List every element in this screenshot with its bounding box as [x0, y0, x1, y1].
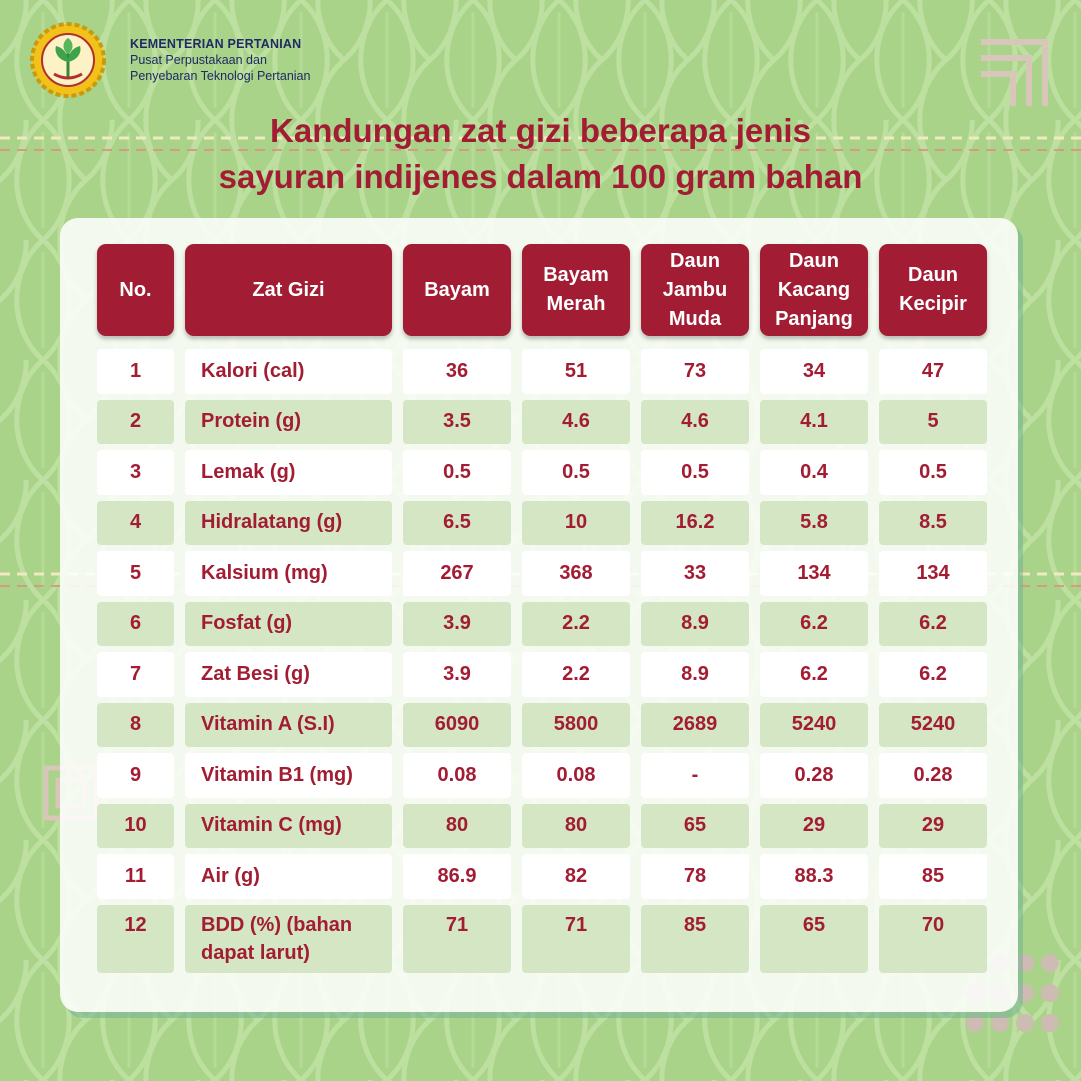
column-header: [522, 244, 630, 336]
nutrition-table: [97, 244, 987, 979]
nutrient-value: 0.5: [641, 450, 749, 495]
nutrient-value: 368: [522, 551, 630, 596]
nutrient-value: 2689: [641, 703, 749, 748]
column-header: [760, 244, 868, 336]
nutrient-value: 3.9: [403, 602, 511, 647]
nutrient-value: 4.6: [641, 400, 749, 445]
nutrient-value: 88.3: [760, 854, 868, 899]
table-row: [97, 854, 987, 899]
column-header-text: Panjang: [775, 307, 853, 330]
table-header-row: [97, 244, 987, 336]
column-header-text: Bayam: [543, 264, 609, 286]
ministry-name: KEMENTERIAN PERTANIAN: [130, 37, 302, 51]
table-card: [60, 218, 1018, 1012]
nutrient-value: 5800: [522, 703, 630, 748]
nutrient-name: Lemak (g): [185, 450, 392, 495]
nutrient-name: Kalsium (mg): [185, 551, 392, 596]
column-header: [403, 244, 511, 336]
column-header-text: Merah: [546, 293, 606, 315]
nutrient-name: Air (g): [185, 854, 392, 899]
nutrient-value: 6090: [403, 703, 511, 748]
nutrient-name: Vitamin B1 (mg): [185, 753, 392, 798]
row-number: 6: [97, 602, 174, 647]
title-line2: sayuran indijenes dalam 100 gram bahan: [218, 158, 863, 195]
organization-name: [130, 36, 310, 84]
column-header: [185, 244, 392, 336]
nutrient-value: 0.5: [879, 450, 987, 495]
nutrient-value: 8.5: [879, 501, 987, 546]
column-header-text: Zat Gizi: [252, 278, 325, 301]
row-number: 12: [97, 905, 174, 973]
column-header-text: Daun: [670, 249, 720, 272]
nutrient-value: 6.2: [879, 652, 987, 697]
row-number: 11: [97, 854, 174, 899]
nutrient-value: 3.9: [403, 652, 511, 697]
column-header-text: Jambu: [662, 278, 728, 301]
nutrient-value: 70: [879, 905, 987, 973]
nutrient-value: 5240: [879, 703, 987, 748]
table-row: [97, 551, 987, 596]
nutrient-value: 3.5: [403, 400, 511, 445]
table-body: [97, 349, 987, 973]
row-number: 2: [97, 400, 174, 445]
table-row: [97, 400, 987, 445]
nutrient-value: 0.28: [760, 753, 868, 798]
center-name-line1: Pusat Perpustakaan dan: [130, 53, 267, 67]
nutrient-value: 34: [760, 349, 868, 394]
column-header-text: Daun: [908, 264, 958, 286]
nutrient-name: Protein (g): [185, 400, 392, 445]
row-number: 8: [97, 703, 174, 748]
nutrient-value: 0.4: [760, 450, 868, 495]
nutrient-value: 6.2: [760, 652, 868, 697]
nutrient-value: 5240: [760, 703, 868, 748]
table-row: [97, 450, 987, 495]
nutrient-value: 5: [879, 400, 987, 445]
column-header: [879, 244, 987, 336]
nutrient-value: 71: [403, 905, 511, 973]
nutrient-value: 2.2: [522, 602, 630, 647]
row-number: 9: [97, 753, 174, 798]
nutrient-value: 36: [403, 349, 511, 394]
nutrient-value: 5.8: [760, 501, 868, 546]
nutrient-value: 8.9: [641, 652, 749, 697]
nutrient-name: Kalori (cal): [185, 349, 392, 394]
nutrient-value: 85: [641, 905, 749, 973]
column-header-text: Bayam: [424, 278, 490, 301]
nutrient-value: 86.9: [403, 854, 511, 899]
column-header: [641, 244, 749, 336]
nutrient-value: 80: [403, 804, 511, 849]
nutrient-value: 10: [522, 501, 630, 546]
column-header-text: No.: [119, 278, 152, 301]
nutrient-value: 33: [641, 551, 749, 596]
nutrient-value: 73: [641, 349, 749, 394]
table-row: [97, 753, 987, 798]
nutrient-value: 85: [879, 854, 987, 899]
center-name-line2: Penyebaran Teknologi Pertanian: [130, 69, 311, 83]
header: [30, 22, 310, 98]
nutrient-value: 65: [641, 804, 749, 849]
row-number: 5: [97, 551, 174, 596]
table-row: [97, 652, 987, 697]
nutrient-value: 134: [879, 551, 987, 596]
nutrient-value: 29: [879, 804, 987, 849]
row-number: 10: [97, 804, 174, 849]
nutrient-name: BDD (%) (bahan dapat larut): [185, 905, 392, 973]
nutrient-value: 6.5: [403, 501, 511, 546]
nutrient-value: 51: [522, 349, 630, 394]
table-row: [97, 703, 987, 748]
nutrient-value: 267: [403, 551, 511, 596]
nutrient-value: 80: [522, 804, 630, 849]
nutrient-value: 6.2: [760, 602, 868, 647]
table-row: [97, 602, 987, 647]
nutrient-value: 0.5: [403, 450, 511, 495]
nutrient-value: 82: [522, 854, 630, 899]
nutrient-value: 4.6: [522, 400, 630, 445]
nutrient-value: 4.1: [760, 400, 868, 445]
table-row: [97, 349, 987, 394]
nutrient-value: -: [641, 753, 749, 798]
nutrient-name: Fosfat (g): [185, 602, 392, 647]
nutrient-name: Zat Besi (g): [185, 652, 392, 697]
column-header: [97, 244, 174, 336]
kementan-logo-icon: [30, 22, 106, 98]
nutrient-value: 29: [760, 804, 868, 849]
table-row: [97, 905, 987, 973]
title-line1: Kandungan zat gizi beberapa jenis: [270, 112, 811, 149]
nutrient-value: 0.5: [522, 450, 630, 495]
table-row: [97, 804, 987, 849]
column-header-text: Kacang: [777, 278, 851, 301]
nutrient-value: 6.2: [879, 602, 987, 647]
nutrient-name: Hidralatang (g): [185, 501, 392, 546]
nutrient-value: 47: [879, 349, 987, 394]
nutrient-value: 8.9: [641, 602, 749, 647]
nutrient-value: 134: [760, 551, 868, 596]
nutrient-value: 0.08: [403, 753, 511, 798]
row-number: 1: [97, 349, 174, 394]
nutrient-value: 2.2: [522, 652, 630, 697]
nutrient-value: 0.28: [879, 753, 987, 798]
nutrient-value: 16.2: [641, 501, 749, 546]
nutrient-value: 78: [641, 854, 749, 899]
nutrient-value: 0.08: [522, 753, 630, 798]
nutrient-name: Vitamin C (mg): [185, 804, 392, 849]
row-number: 7: [97, 652, 174, 697]
column-header-text: Daun: [788, 249, 839, 272]
column-header-text: Muda: [668, 307, 722, 330]
row-number: 4: [97, 501, 174, 546]
nutrient-name: Vitamin A (S.I): [185, 703, 392, 748]
nutrient-value: 71: [522, 905, 630, 973]
page-title: [0, 108, 1081, 200]
column-header-text: Kecipir: [899, 293, 967, 315]
row-number: 3: [97, 450, 174, 495]
table-row: [97, 501, 987, 546]
nutrient-value: 65: [760, 905, 868, 973]
corner-square-decoration: [975, 36, 1055, 112]
